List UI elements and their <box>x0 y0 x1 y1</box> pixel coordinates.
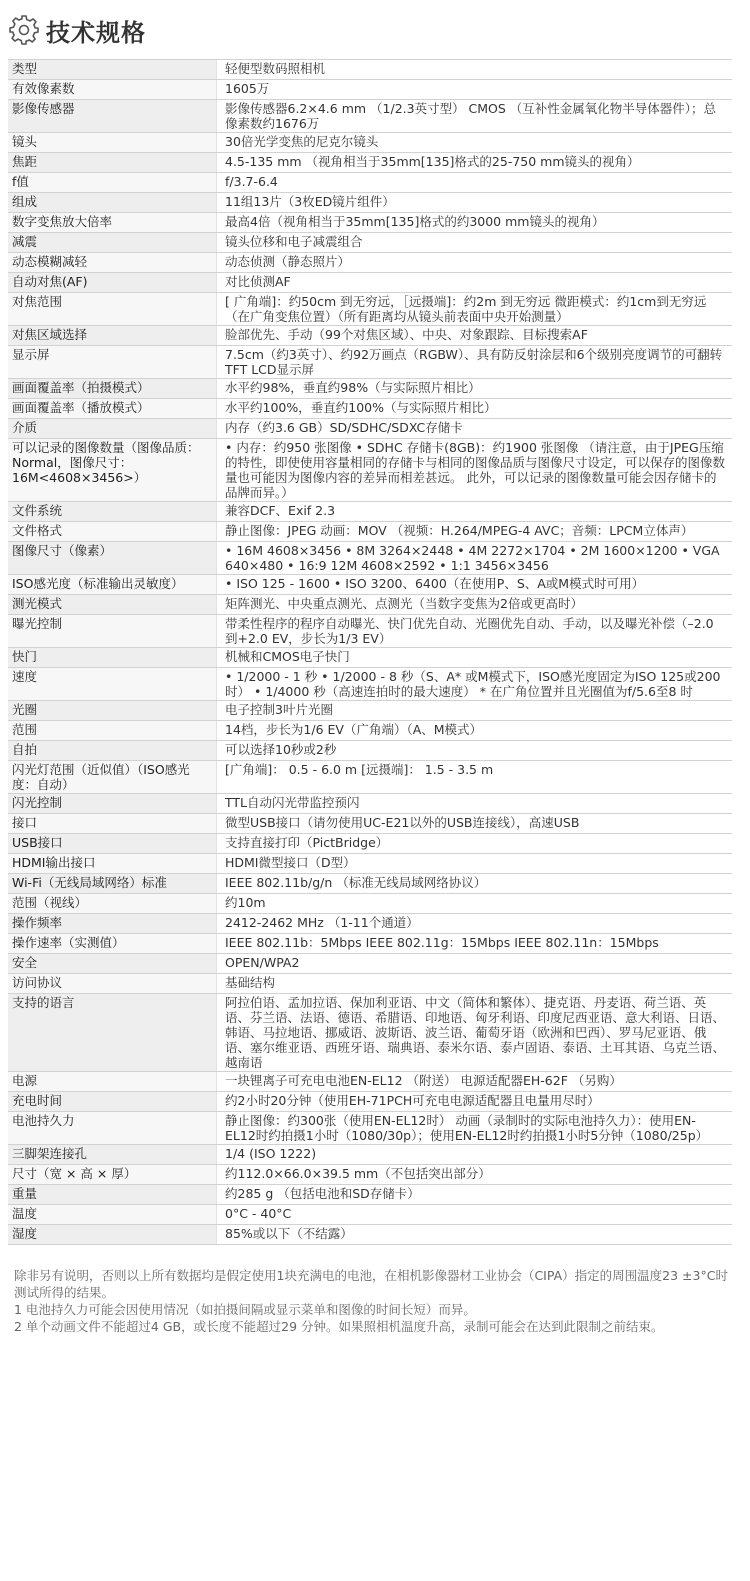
spec-row <box>8 133 732 153</box>
spec-value: 影像传感器6.2×4.6 mm （1/2.3英寸型） CMOS （互补性金属氧化物半导体器件）；总像素数约1676万 <box>216 100 732 132</box>
spec-label: 数字变焦放大倍率 <box>12 214 113 229</box>
spec-row <box>8 701 732 721</box>
spec-row <box>8 233 732 253</box>
spec-value: OPEN/WPA2 <box>216 954 732 973</box>
spec-value: TTL自动闪光带监控预闪 <box>216 794 732 813</box>
page-title: 技术规格 <box>46 18 146 47</box>
spec-row <box>8 595 732 615</box>
spec-value: 最高4倍（视角相当于35mm[135]格式的约3000 mm镜头的视角） <box>216 213 732 232</box>
spec-value: 2412-2462 MHz （1-11个通道） <box>216 914 732 933</box>
spec-row <box>8 346 732 379</box>
spec-value: 一块锂离子可充电电池EN-EL12 （附送） 电源适配器EH-62F （另购） <box>216 1072 732 1091</box>
spec-label: USB接口 <box>12 835 63 850</box>
spec-row <box>8 293 732 326</box>
spec-value: 1/4 (ISO 1222) <box>216 1145 732 1164</box>
spec-row <box>8 522 732 542</box>
spec-label: f值 <box>12 174 29 189</box>
spec-label: 接口 <box>12 815 38 830</box>
footnote: 1 电池持久力可能会因使用情况（如拍摄间隔或显示菜单和图像的时间长短）而异。 <box>14 1302 476 1317</box>
spec-row <box>8 954 732 974</box>
spec-row <box>8 615 732 648</box>
spec-value: 可以选择10秒或2秒 <box>216 741 732 760</box>
spec-value: 85%或以下（不结露） <box>216 1225 732 1244</box>
spec-label: 三脚架连接孔 <box>12 1146 88 1161</box>
spec-row <box>8 914 732 934</box>
spec-label: 闪光灯范围（近似值）（ISO感光度：自动） <box>12 762 190 792</box>
spec-label: 曝光控制 <box>12 616 63 631</box>
spec-value: 内存（约3.6 GB）SD/SDHC/SDXC存储卡 <box>216 419 732 438</box>
spec-value: IEEE 802.11b：5Mbps IEEE 802.11g：15Mbps IEEE 802.11n：15Mbps <box>216 934 732 953</box>
spec-label: 影像传感器 <box>12 101 75 116</box>
spec-label: 类型 <box>12 61 38 76</box>
spec-label: 湿度 <box>12 1226 38 1241</box>
spec-label: 自动对焦(AF) <box>12 274 88 289</box>
spec-label: 画面覆盖率（拍摄模式） <box>12 380 150 395</box>
spec-label: 光圈 <box>12 702 38 717</box>
spec-row <box>8 934 732 954</box>
gear-icon <box>8 14 40 46</box>
spec-row <box>8 994 732 1072</box>
footnotes <box>14 1267 730 1335</box>
spec-row <box>8 1205 732 1225</box>
spec-value: 镜头位移和电子减震组合 <box>216 233 732 252</box>
spec-label: 显示屏 <box>12 347 50 362</box>
spec-row <box>8 814 732 834</box>
spec-row <box>8 794 732 814</box>
spec-row <box>8 741 732 761</box>
spec-label: 可以记录的图像数量（图像品质：Normal，图像尺寸：16M<4608×3456>） <box>12 440 200 485</box>
spec-label: 动态模糊减轻 <box>12 254 88 269</box>
spec-value: 7.5cm（约3英寸）、约92万画点（RGBW）、具有防反射涂层和6个级别亮度调节的可翻转TFT LCD显示屏 <box>216 346 732 378</box>
spec-label: 电源 <box>12 1073 38 1088</box>
spec-value: 基础结构 <box>216 974 732 993</box>
spec-value: 轻便型数码照相机 <box>216 60 732 79</box>
spec-row <box>8 80 732 100</box>
spec-label: ISO感光度（标准输出灵敏度） <box>12 576 184 591</box>
spec-value: IEEE 802.11b/g/n （标准无线局域网络协议） <box>216 874 732 893</box>
spec-label: 范围（视线） <box>12 895 88 910</box>
spec-label: 访问协议 <box>12 975 63 990</box>
spec-label: 组成 <box>12 194 38 209</box>
spec-value: 约112.0×66.0×39.5 mm（不包括突出部分） <box>216 1165 732 1184</box>
spec-label: 介质 <box>12 420 38 435</box>
spec-row <box>8 575 732 595</box>
spec-row <box>8 834 732 854</box>
spec-value: 30倍光学变焦的尼克尔镜头 <box>216 133 732 152</box>
spec-row <box>8 419 732 439</box>
spec-row <box>8 193 732 213</box>
spec-value: HDMI微型接口（D型） <box>216 854 732 873</box>
spec-value: 阿拉伯语、孟加拉语、保加利亚语、中文（简体和繁体）、捷克语、丹麦语、荷兰语、英语、芬兰语、法语、德语、希腊语、印地语、匈牙利语、印度尼西亚语、意大利语、日语、韩语、马拉地语、挪威语、波斯语、波兰语、葡萄牙语（欧洲和巴西）、罗马尼亚语、俄语、塞尔维亚语、西班牙语、瑞典语、泰米尔语、泰卢固语、泰语、土耳其语、乌克兰语、越南语 <box>216 994 732 1071</box>
spec-label: 画面覆盖率（播放模式） <box>12 400 150 415</box>
spec-value: • 1/2000 - 1 秒 • 1/2000 - 8 秒（S、A* 或M模式下，ISO感光度固定为ISO 125或200 时） • 1/4000 秒（高速连拍时的最大速度） * 在广角位置并且光圈值为f/5.6至8 时 <box>216 668 732 700</box>
spec-value: 11组13片（3枚ED镜片组件） <box>216 193 732 212</box>
spec-value: 支持直接打印（PictBridge） <box>216 834 732 853</box>
spec-value: • ISO 125 - 1600 • ISO 3200、6400（在使用P、S、A或M模式时可用） <box>216 575 732 594</box>
spec-row <box>8 1165 732 1185</box>
spec-value: 约2小时20分钟（使用EH-71PCH可充电电源适配器且电量用尽时） <box>216 1092 732 1111</box>
spec-row <box>8 173 732 193</box>
spec-label: 测光模式 <box>12 596 63 611</box>
spec-value: 带柔性程序的程序自动曝光、快门优先自动、光圈优先自动、手动，以及曝光补偿（–2.0到+2.0 EV，步长为1/3 EV） <box>216 615 732 647</box>
spec-value: 水平约100%，垂直约100%（与实际照片相比） <box>216 399 732 418</box>
spec-label: 减震 <box>12 234 38 249</box>
spec-label: 有效像素数 <box>12 81 75 96</box>
spec-label: 操作速率（实测值） <box>12 935 125 950</box>
spec-value: 动态侦测（静态照片） <box>216 253 732 272</box>
spec-label: 焦距 <box>12 154 38 169</box>
spec-row <box>8 1225 732 1245</box>
spec-label: 安全 <box>12 955 38 970</box>
spec-row <box>8 874 732 894</box>
spec-row <box>8 1072 732 1092</box>
spec-value: 电子控制3叶片光圈 <box>216 701 732 720</box>
spec-row <box>8 379 732 399</box>
spec-value: 1605万 <box>216 80 732 99</box>
spec-row <box>8 648 732 668</box>
spec-value: [ 广角端]：约50cm 到无穷远，［远摄端]：约2m 到无穷远 微距模式：约1cm到无穷远（在广角变焦位置）（所有距离均从镜头前表面中央开始测量） <box>216 293 732 325</box>
spec-value: • 16M 4608×3456 • 8M 3264×2448 • 4M 2272×1704 • 2M 1600×1200 • VGA 640×480 • 16:9 12M 4608×2592 • 1:1 3456×3456 <box>216 542 732 574</box>
spec-label: 温度 <box>12 1206 38 1221</box>
spec-row <box>8 60 732 80</box>
spec-row <box>8 721 732 741</box>
spec-label: 文件系统 <box>12 503 63 518</box>
spec-row <box>8 1145 732 1165</box>
spec-row <box>8 399 732 419</box>
spec-label: 文件格式 <box>12 523 63 538</box>
spec-row <box>8 326 732 346</box>
spec-label: 对焦范围 <box>12 294 63 309</box>
spec-row <box>8 854 732 874</box>
spec-label: 闪光控制 <box>12 795 63 810</box>
spec-label: 电池持久力 <box>12 1113 75 1128</box>
spec-value: 对比侦测AF <box>216 273 732 292</box>
spec-row <box>8 502 732 522</box>
spec-value: [广角端]： 0.5 - 6.0 m [远摄端]： 1.5 - 3.5 m <box>216 761 732 793</box>
spec-label: 尺寸（宽 × 高 × 厚） <box>12 1166 137 1181</box>
section-header <box>8 10 146 50</box>
spec-row <box>8 1185 732 1205</box>
spec-value: • 内存：约950 张图像 • SDHC 存储卡(8GB)：约1900 张图像 （请注意，由于JPEG压缩的特性，即使使用容量相同的存储卡与相同的图像品质与图像尺寸设定，可以保存的图像数量也可能因为图像内容的差异而相差甚远。 此外，可以记录的图像数量可能会因存储卡的品牌而异。） <box>216 439 732 501</box>
spec-value: f/3.7-6.4 <box>216 173 732 192</box>
spec-value: 14档，步长为1/6 EV（广角端）（A、M模式） <box>216 721 732 740</box>
spec-label: 快门 <box>12 649 38 664</box>
spec-label: 自拍 <box>12 742 38 757</box>
spec-row <box>8 761 732 794</box>
spec-value: 机械和CMOS电子快门 <box>216 648 732 667</box>
footnote: 除非另有说明，否则以上所有数据均是假定使用1块充满电的电池，在相机影像器材工业协会（CIPA）指定的周围温度23 ±3°C时测试所得的结果。 <box>14 1268 728 1300</box>
spec-label: 重量 <box>12 1186 38 1201</box>
spec-label: Wi-Fi（无线局域网络）标准 <box>12 875 167 890</box>
spec-value: 水平约98%，垂直约98%（与实际照片相比） <box>216 379 732 398</box>
spec-value: 矩阵测光、中央重点测光、点测光（当数字变焦为2倍或更高时） <box>216 595 732 614</box>
spec-label: 速度 <box>12 669 38 684</box>
spec-value: 静止图像：约300张（使用EN-EL12时） 动画（录制时的实际电池持久力）：使用EN-EL12时约拍摄1小时（1080/30p）；使用EN-EL12时约拍摄1小时5分钟（1080/25p） <box>216 1112 732 1144</box>
spec-row <box>8 974 732 994</box>
spec-row <box>8 273 732 293</box>
spec-row <box>8 439 732 502</box>
spec-value: 0°C - 40°C <box>216 1205 732 1224</box>
spec-row <box>8 894 732 914</box>
spec-row <box>8 100 732 133</box>
spec-table <box>8 59 732 1245</box>
spec-row <box>8 253 732 273</box>
spec-row <box>8 153 732 173</box>
spec-label: 操作频率 <box>12 915 63 930</box>
spec-label: 图像尺寸（像素） <box>12 543 113 558</box>
spec-label: HDMI输出接口 <box>12 855 96 870</box>
spec-value: 兼容DCF、Exif 2.3 <box>216 502 732 521</box>
spec-label: 范围 <box>12 722 38 737</box>
spec-label: 镜头 <box>12 134 38 149</box>
spec-value: 脸部优先、手动（99个对焦区域）、中央、对象跟踪、目标搜索AF <box>216 326 732 345</box>
spec-row <box>8 668 732 701</box>
footnote: 2 单个动画文件不能超过4 GB，或长度不能超过29 分钟。如果照相机温度升高，录制可能会在达到此限制之前结束。 <box>14 1319 664 1334</box>
spec-label: 支持的语言 <box>12 995 75 1010</box>
spec-label: 对焦区域选择 <box>12 327 88 342</box>
spec-label: 充电时间 <box>12 1093 63 1108</box>
spec-value: 4.5-135 mm （视角相当于35mm[135]格式的25-750 mm镜头的视角） <box>216 153 732 172</box>
spec-value: 微型USB接口（请勿使用UC-E21以外的USB连接线），高速USB <box>216 814 732 833</box>
spec-row <box>8 1092 732 1112</box>
spec-row <box>8 213 732 233</box>
spec-value: 约285 g （包括电池和SD存储卡） <box>216 1185 732 1204</box>
spec-value: 约10m <box>216 894 732 913</box>
spec-row <box>8 542 732 575</box>
spec-row <box>8 1112 732 1145</box>
spec-value: 静止图像：JPEG 动画：MOV （视频：H.264/MPEG-4 AVC；音频：LPCM立体声） <box>216 522 732 541</box>
